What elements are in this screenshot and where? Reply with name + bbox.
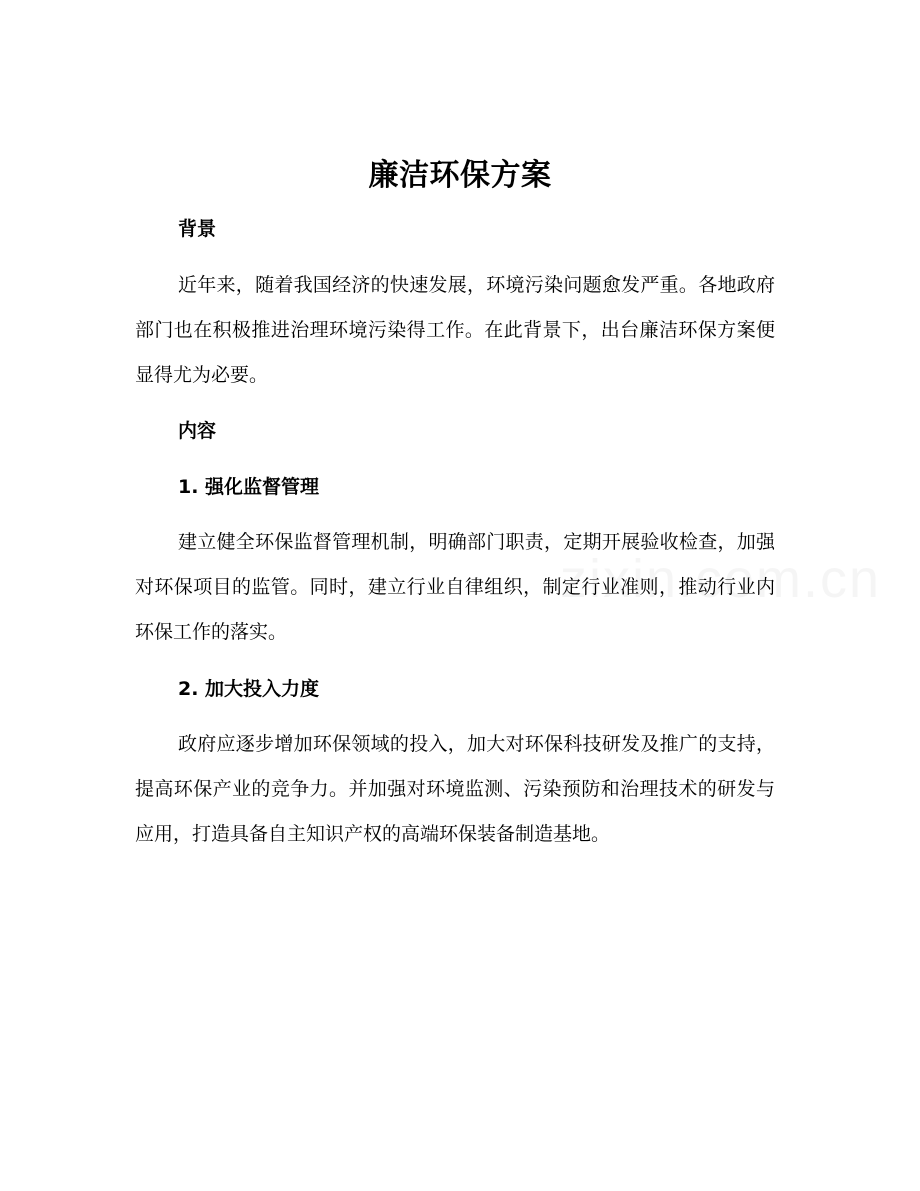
paragraph-investment: 政府应逐步增加环保领域的投入，加大对环保科技研发及推广的支持，提高环保产业的竞争力。并加强对环境监测、污染预防和治理技术的研发与应用，打造具备自主知识产权的高端环保装备制造基地。	[135, 733, 775, 845]
paragraph-background: 近年来，随着我国经济的快速发展，环境污染问题愈发严重。各地政府部门也在积极推进治理环境污染得工作。在此背景下，出台廉洁环保方案便显得尤为必要。	[135, 274, 775, 386]
document-title: 廉洁环保方案	[368, 158, 552, 193]
paragraph-supervision: 建立健全环保监督管理机制，明确部门职责，定期开展验收检查，加强对环保项目的监管。同时，建立行业自律组织，制定行业准则，推动行业内环保工作的落实。	[135, 531, 775, 643]
subsection-heading-investment: 2. 加大投入力度	[178, 678, 320, 700]
section-heading-background: 背景	[178, 218, 217, 240]
section-heading-content: 内容	[178, 420, 217, 442]
subsection-heading-supervision: 1. 强化监督管理	[178, 476, 320, 498]
